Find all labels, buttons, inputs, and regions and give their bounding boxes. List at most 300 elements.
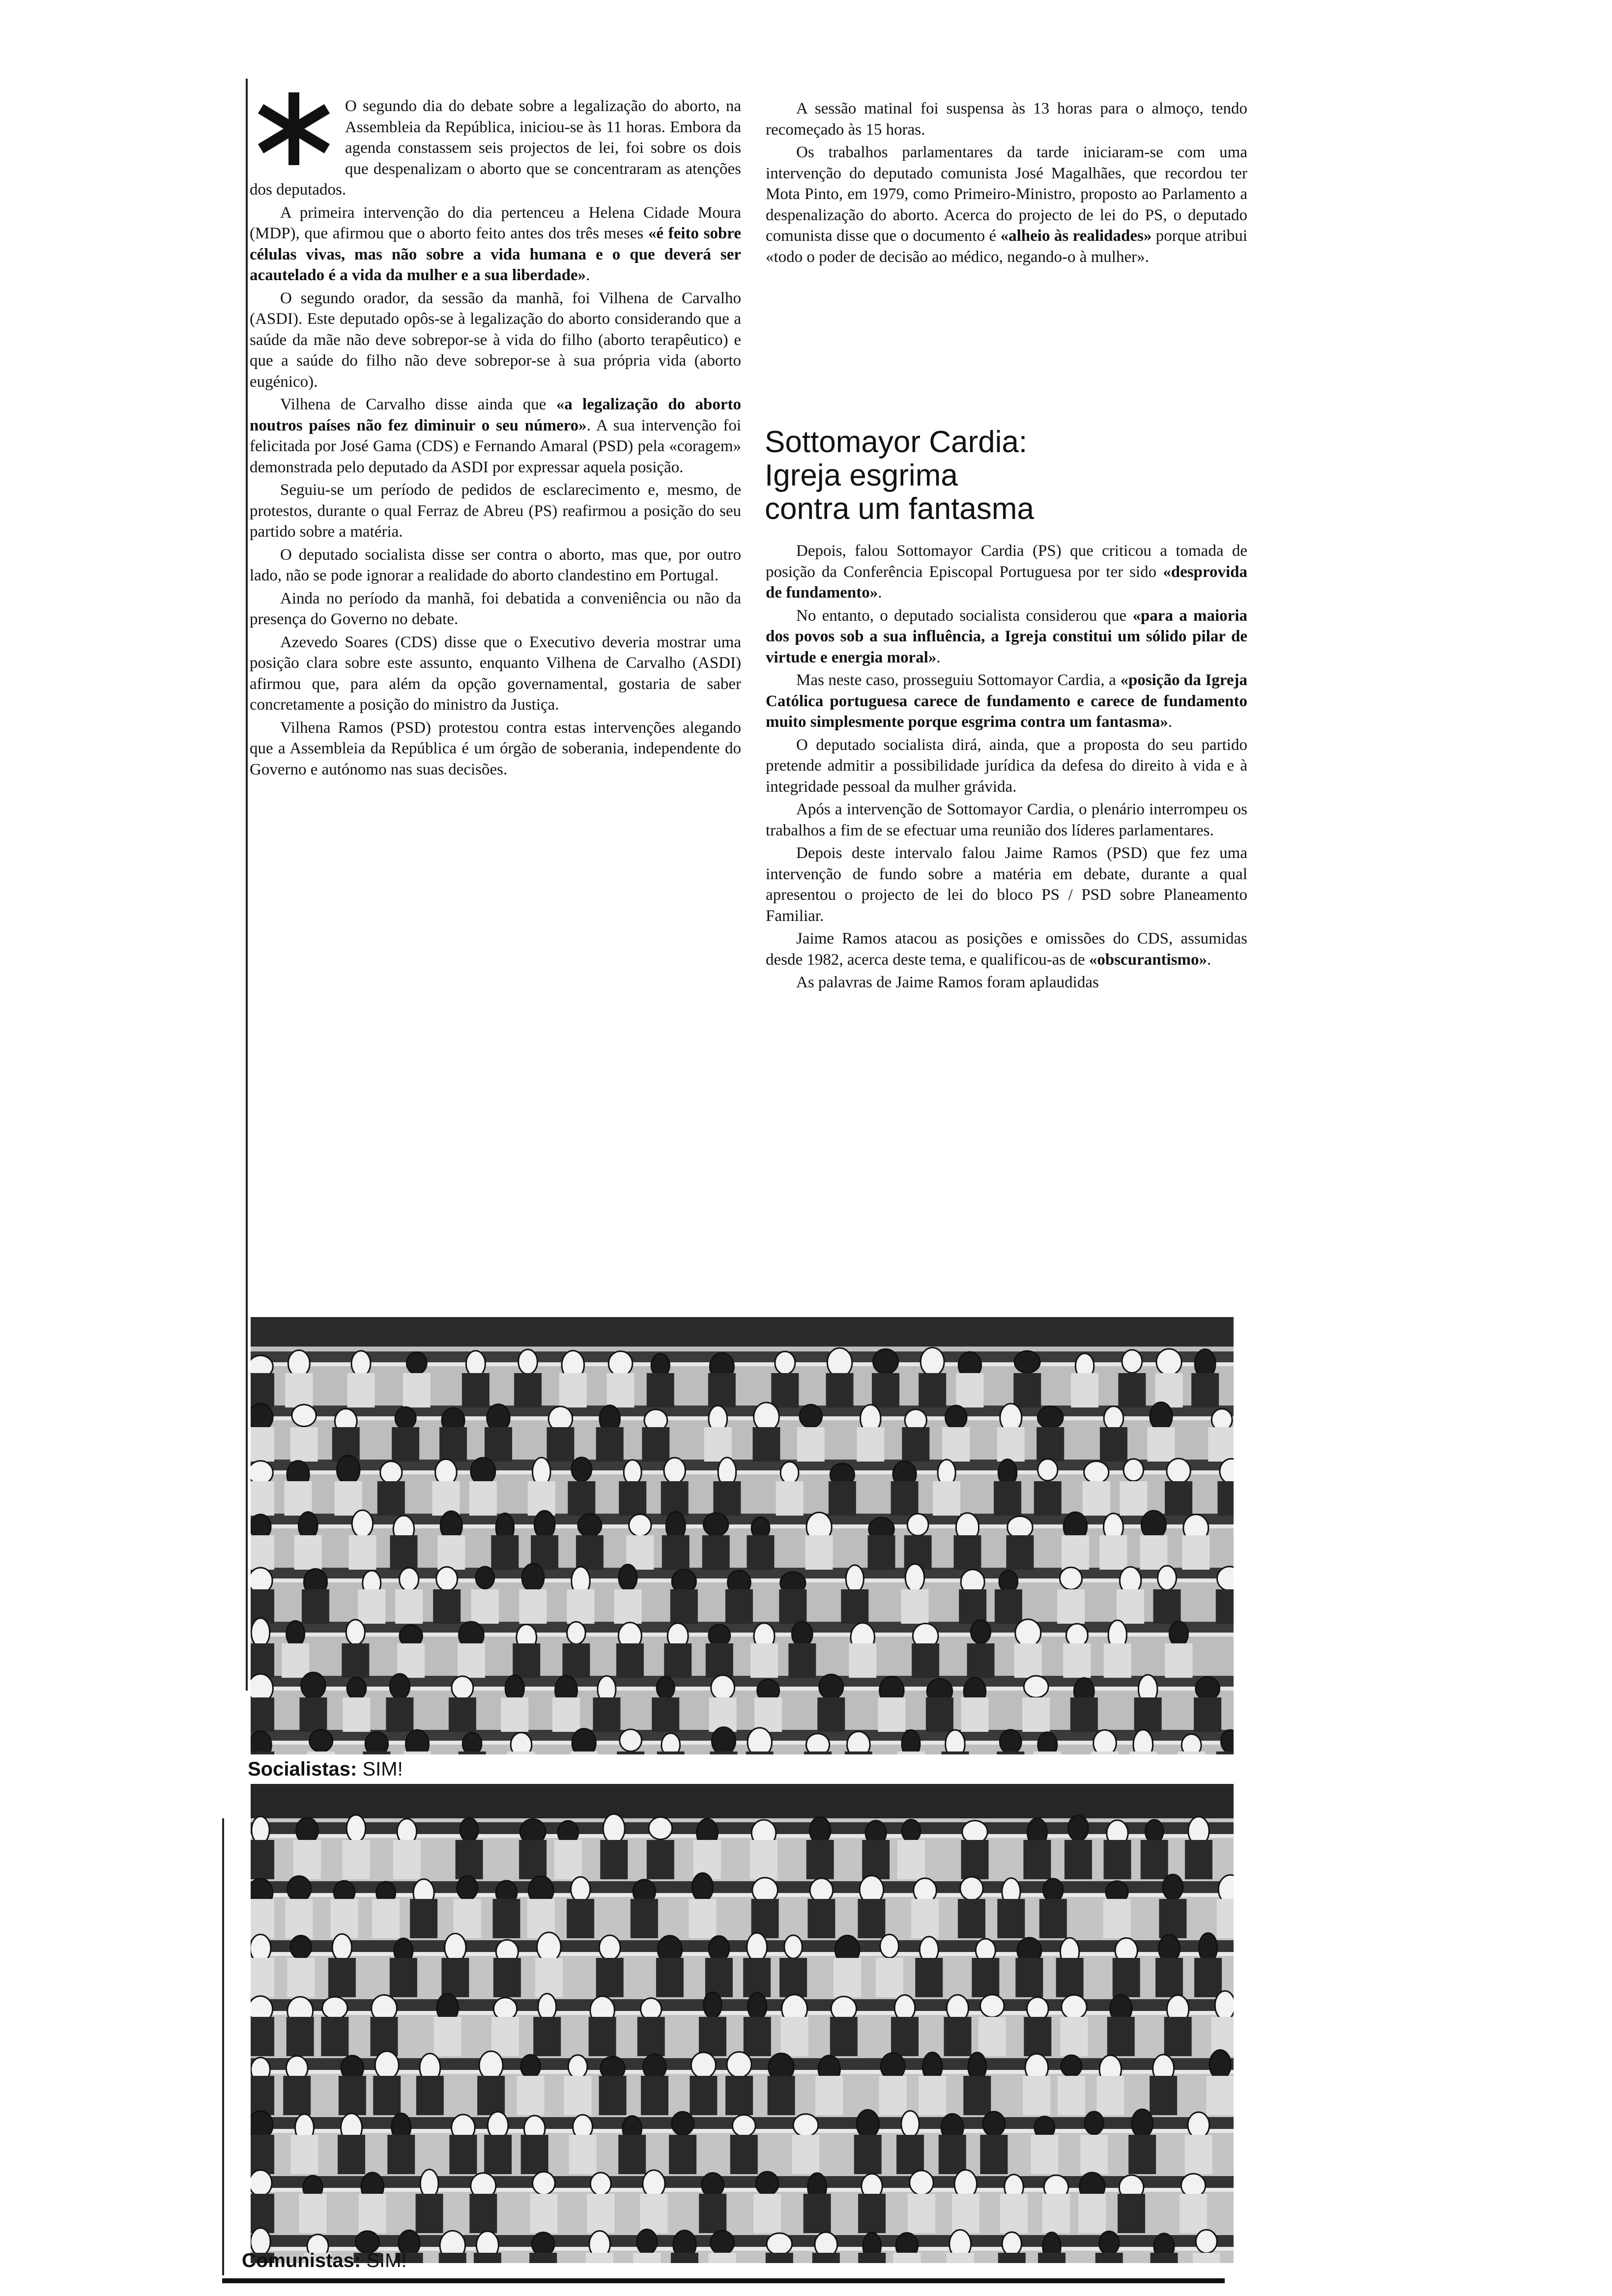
crowd-figure-body (743, 1958, 771, 1997)
crowd-figure-body (647, 1373, 674, 1407)
crowd-figure (921, 1348, 944, 1376)
crowd-figure-body (725, 1589, 753, 1624)
crowd-figure (748, 1993, 767, 2020)
crowd-figure-body (1015, 1958, 1043, 1997)
crowd-figure-body (1150, 2076, 1177, 2115)
crowd-figure-body (554, 1840, 582, 1879)
crowd-figure (880, 1934, 899, 1958)
crowd-figure (460, 1818, 478, 1842)
crowd-figure-body (1096, 2076, 1124, 2115)
crowd-figure (703, 1513, 728, 1536)
crowd-figure-body (1104, 1840, 1131, 1879)
article-paragraph (766, 928, 1247, 970)
crowd-figure-body (492, 1899, 520, 1938)
crowd-figure-body (944, 2017, 971, 2056)
crowd-figure-body (287, 1958, 315, 1997)
crowd-figure (624, 1460, 641, 1485)
crowd-figure-body (972, 1958, 999, 1997)
crowd-figure-body (293, 1840, 321, 1879)
crowd-figure-body (1036, 1427, 1064, 1462)
crowd-figure-body (641, 2076, 668, 2115)
crowd-figure-body (753, 2194, 781, 2233)
crowd-figure (537, 1932, 561, 1962)
crowd-figure-body (1129, 1751, 1157, 1754)
crowd-figure-body (251, 1427, 274, 1462)
crowd-figure-body (403, 1751, 431, 1754)
article-paragraph (250, 588, 741, 630)
crowd-figure-body (633, 2253, 661, 2263)
crowd-figure (572, 1729, 596, 1754)
crowd-figure-body (776, 1481, 804, 1516)
crowd-figure (462, 1733, 482, 1754)
crowd-figure (704, 1992, 722, 2018)
paragraph-text: Ainda no período da manhã, foi debatida a conveniência ou não da presença do Governo no debate. (250, 589, 741, 628)
crowd-figure-body (286, 1899, 313, 1938)
crowd-figure-body (559, 1373, 587, 1407)
crowd-figure (533, 2172, 555, 2195)
crowd-figure-body (469, 2194, 497, 2233)
crowd-figure (1066, 1624, 1088, 1647)
crowd-figure-body (849, 1643, 876, 1678)
crowd-figure-body (338, 2135, 365, 2174)
crowd-figure-body (617, 1751, 644, 1754)
crowd-figure-body (299, 1697, 327, 1732)
crowd-figure-body (469, 1481, 497, 1516)
crowd-figure-body (919, 1373, 946, 1407)
crowd-figure (902, 1730, 920, 1754)
photo-communist-benches (251, 1784, 1234, 2263)
crowd-figure (521, 2055, 541, 2078)
crowd-figure-body (335, 1481, 362, 1516)
crowd-figure-body (876, 1958, 903, 1997)
crowd-figure-body (1194, 1697, 1221, 1732)
crowd-figure-body (493, 1958, 521, 1997)
crowd-figure-body (392, 1427, 419, 1462)
crowd-figure (1094, 1730, 1117, 1754)
crowd-figure (748, 1728, 772, 1754)
crowd-figure-body (781, 2017, 808, 2056)
crowd-figure (571, 1877, 590, 1902)
crowd-figure-body (652, 1697, 679, 1732)
crowd-figure-body (891, 1481, 919, 1516)
crowd-figure (1043, 1879, 1063, 1902)
crowd-figure (810, 1817, 831, 1843)
crowd-figure-body (845, 1751, 872, 1754)
crowd-figure-body (1117, 1589, 1144, 1624)
crowd-figure (251, 1461, 273, 1485)
crowd-figure-body (359, 2194, 386, 2233)
crowd-figure-body (347, 1373, 374, 1407)
crowd-figure (457, 1876, 478, 1900)
crowd-figure (847, 1731, 870, 1754)
crowd-figure (420, 2170, 438, 2198)
crowd-figure-body (725, 2076, 753, 2115)
crowd-figure (819, 1674, 843, 1699)
crowd-figure-body (567, 1589, 595, 1624)
paragraph-text: porque atribui «todo o poder de decisão ao médico, negando-o à mulher». (766, 227, 1247, 266)
crowd-figure-body (689, 1899, 717, 1938)
paragraph-text: Vilhena de Carvalho disse ainda que (280, 396, 556, 413)
crowd-figure (905, 1564, 924, 1592)
crowd-figure-body (552, 1697, 580, 1732)
crowd-figure (406, 1730, 429, 1754)
crowd-figure (603, 1814, 625, 1843)
crowd-figure (767, 2233, 792, 2255)
crowd-figure-body (593, 1697, 620, 1732)
crowd-figure-body (631, 1899, 658, 1938)
crowd-figure (567, 1622, 586, 1644)
caption-answer: SIM! (366, 2250, 407, 2271)
crowd-figure-body (713, 1481, 741, 1516)
crowd-figure (493, 1998, 517, 2020)
paragraph-text: Mas neste caso, prosseguiu Sottomayor Cardia, a (796, 671, 1121, 689)
right-bottom-paragraphs (766, 541, 1247, 993)
crowd-figure-body (390, 1535, 417, 1570)
left-paragraphs (250, 202, 741, 780)
article-paragraph (766, 670, 1247, 733)
crowd-figure-body (1070, 1697, 1098, 1732)
crowd-figure-body (462, 1373, 489, 1407)
crowd-figure-body (709, 2253, 736, 2263)
crowd-figure (756, 2172, 778, 2195)
crowd-figure (1038, 1732, 1057, 1754)
crowd-figure-body (891, 2017, 919, 2056)
article-paragraph (766, 799, 1247, 841)
bottom-rule (222, 2278, 1225, 2283)
crowd-figure-body (647, 1840, 674, 1879)
crowd-figure-body (290, 1427, 318, 1462)
right-top-paragraphs (766, 98, 1247, 267)
crowd-figure (288, 1350, 310, 1377)
crowd-figure (709, 1936, 729, 1961)
article-paragraph (766, 843, 1247, 926)
crowd-figure (1099, 2231, 1119, 2255)
crowd-figure-body (998, 2253, 1026, 2263)
crowd-figure-body (750, 1840, 777, 1879)
crowd-figure (375, 2051, 399, 2079)
emphasis-quote: «a legalização do aborto noutros países não fez diminuir o seu número» (250, 396, 741, 434)
crowd-figure-body (878, 1697, 905, 1732)
crowd-figure (1068, 1815, 1089, 1841)
crowd-figure (702, 2173, 724, 2197)
crowd-figure-body (1057, 1589, 1085, 1624)
crowd-figure (352, 1510, 373, 1537)
crowd-figure-body (961, 1697, 988, 1732)
crowd-figure (1145, 1820, 1163, 1843)
crowd-figure-body (1191, 1373, 1219, 1407)
crowd-figure-body (902, 1427, 929, 1462)
asterisk-icon (250, 92, 338, 166)
crowd-figure (1188, 2112, 1209, 2138)
crowd-figure (775, 1351, 795, 1375)
crowd-figure-body (1056, 1958, 1084, 1997)
crowd-figure (599, 1935, 620, 1960)
crowd-figure (471, 1458, 495, 1485)
section-headline (765, 426, 1246, 526)
crowd-figure-body (439, 2253, 466, 2263)
crowd-figure (780, 1462, 799, 1484)
article-paragraph (250, 480, 741, 543)
crowd-figure (620, 1729, 642, 1751)
crowd-figure-body (958, 1899, 985, 1938)
crowd-figure-body (858, 2253, 886, 2263)
crowd-figure-body (657, 1751, 685, 1754)
crowd-figure-body (1134, 1697, 1162, 1732)
article-paragraph (250, 632, 741, 716)
crowd-figure-body (815, 2076, 843, 2115)
crowd-figure (907, 1514, 928, 1536)
crowd-figure-body (656, 1958, 684, 1997)
crowd-figure (1150, 1402, 1172, 1430)
crowd-figure-body (912, 1643, 939, 1678)
crowd-figure (649, 1817, 672, 1839)
crowd-figure-body (1034, 1481, 1062, 1516)
crowd-figure (1167, 1459, 1190, 1484)
crowd-figure-body (403, 1373, 431, 1407)
crowd-figure-body (562, 1643, 590, 1678)
paragraph-text: As palavras de Jaime Ramos foram aplaudidas (796, 974, 1099, 991)
crowd-figure-body (1217, 1481, 1234, 1516)
crowd-figure-body (1062, 1535, 1089, 1570)
crowd-figure-body (1128, 2135, 1156, 2174)
crowd-figure-body (251, 1643, 274, 1678)
crowd-figure-body (599, 2076, 627, 2115)
crowd-figure (1008, 1516, 1033, 1538)
crowd-figure (608, 1351, 633, 1376)
crowd-figure (1156, 1349, 1181, 1375)
crowd-figure-body (434, 2017, 461, 2056)
crowd-figure-body (1159, 1899, 1186, 1938)
crowd-figure-body (939, 2135, 966, 2174)
crowd-figure (1221, 1730, 1234, 1752)
crowd-figure-body (390, 1958, 417, 1997)
crowd-figure-body (979, 2017, 1006, 2056)
paragraph-text: A sessão matinal foi suspensa às 13 horas para o almoço, tendo recomeçado às 15 horas. (766, 100, 1247, 139)
crowd-figure-body (746, 1751, 774, 1754)
crowd-figure-body (568, 1481, 595, 1516)
crowd-figure-body (710, 1751, 737, 1754)
crowd-figure (806, 1734, 829, 1754)
crowd-figure-body (804, 2194, 831, 2233)
emphasis-quote: «para a maioria dos povos sob a sua influência, a Igreja constitui um sólido pilar de virtude e energia moral» (766, 606, 1247, 666)
crowd-figure-body (576, 1535, 604, 1570)
crowd-figure-body (439, 1427, 467, 1462)
crowd-figure-body (386, 1697, 413, 1732)
crowd-figure-body (872, 1373, 899, 1407)
crowd-figure-body (752, 1427, 780, 1462)
crowd-figure-body (330, 1899, 358, 1938)
crowd-figure-body (806, 1840, 834, 1879)
crowd-figure-body (596, 1427, 624, 1462)
crowd-figure-body (373, 2076, 401, 2115)
crowd-figure (1038, 1459, 1058, 1481)
crowd-figure-body (1024, 2017, 1051, 2056)
crowd-figure-body (858, 1899, 885, 1938)
crowd-figure-body (664, 1643, 691, 1678)
crowd-figure-body (285, 1373, 313, 1407)
paragraph-text: Os trabalhos parlamentares da tarde iniciaram-se com uma intervenção do deputado comunista José Magalhães, que recordou ter Mota Pinto, em 1979, como Primeiro-Ministro, proposto ao Parlamento a despenalização do aborto. Acerca do projecto de lei do PS, o deputado comunista disse que o documento é (766, 144, 1247, 245)
lead-paragraph: O segundo dia do debate sobre a legalização do aborto, na Assembleia da República, iniciou-se às 11 horas. Embora da agenda constassem seis projectos de lei, foi sobre os dois que despenalizam o aborto que se concentraram as atenções dos deputados. (250, 97, 741, 199)
crowd-figure-body (449, 1697, 476, 1732)
crowd-figure (351, 1351, 371, 1377)
photo-socialist-benches (251, 1317, 1234, 1754)
crowd-figure-body (491, 2017, 519, 2056)
crowd-figure-body (926, 1697, 953, 1732)
crowd-figure-body (867, 1535, 895, 1570)
paragraph-text: O deputado socialista disse ser contra o aborto, mas que, por outro lado, não se pode ignorar a realidade do aborto clandestino em Portugal. (250, 545, 741, 584)
crowd-figure (534, 1511, 554, 1539)
crowd-figure-body (547, 1427, 574, 1462)
crowd-figure (1061, 2055, 1082, 2077)
crowd-figure-body (1095, 2253, 1123, 2263)
crowd-figure (873, 1349, 898, 1374)
crowd-figure-body (901, 1589, 928, 1624)
crowd-figure-body (797, 1427, 825, 1462)
crowd-figure-body (699, 2017, 726, 2056)
crowd-figure (672, 2112, 694, 2135)
crowd-figure (691, 2052, 716, 2078)
crowd-figure (287, 1621, 305, 1646)
crowd-figure-body (619, 1481, 646, 1516)
crowd-figure (754, 1403, 779, 1432)
crowd-figure (298, 1512, 317, 1540)
crowd-figure (292, 1405, 316, 1427)
crowd-figure-body (343, 1697, 370, 1732)
crowd-figure-body (1058, 2076, 1085, 2115)
crowd-figure (406, 1352, 427, 1374)
crowd-figure-body (471, 1589, 499, 1624)
crowd-figure (1141, 1511, 1166, 1539)
crowd-figure-body (432, 1481, 460, 1516)
crowd-figure-body (521, 2135, 548, 2174)
crowd-figure-body (947, 2253, 974, 2263)
crowd-figure-body (1151, 2253, 1178, 2263)
emphasis-quote: «desprovida de fundamento» (766, 563, 1247, 602)
crowd-figure (692, 1873, 713, 1901)
crowd-figure-body (997, 1751, 1024, 1754)
crowd-figure-body (1207, 2076, 1234, 2115)
crowd-figure-body (963, 2076, 991, 2115)
crowd-figure (365, 1732, 388, 1754)
crowd-figure-body (1013, 1373, 1041, 1407)
crowd-figure-body (804, 1751, 832, 1754)
crowd-figure-body (459, 1751, 486, 1754)
crowd-figure-body (533, 2017, 561, 2056)
paragraph-text: . (878, 584, 882, 602)
crowd-figure-body (1140, 1535, 1167, 1570)
caption-group: Socialistas: (248, 1758, 357, 1780)
crowd-figure (664, 1458, 686, 1483)
crowd-figure-body (416, 2076, 444, 2115)
crowd-figure-body (395, 1589, 423, 1624)
crowd-figure-body (339, 2076, 366, 2115)
crowd-figure (1014, 1351, 1040, 1373)
crowd-figure (662, 1733, 680, 1754)
crowd-figure-body (779, 1589, 806, 1624)
crowd-figure (1196, 1677, 1220, 1700)
crowd-figure-body (893, 2253, 921, 2263)
crowd-figure-body (251, 2076, 274, 2115)
crowd-figure (511, 1733, 532, 1754)
crowd-figure (910, 2171, 933, 2195)
crowd-figure-body (1194, 1958, 1222, 1997)
crowd-figure (395, 1407, 416, 1429)
photo-caption-socialists (248, 1758, 403, 1780)
crowd-figure-body (302, 1589, 329, 1624)
crowd-figure-body (600, 1840, 628, 1879)
paragraph-text: . (1207, 950, 1211, 969)
crowd-figure-body (251, 1751, 274, 1754)
crowd-figure-body (897, 1751, 924, 1754)
crowd-figure-body (1141, 1840, 1168, 1879)
crowd-figure-body (997, 1899, 1025, 1938)
crowd-figure-body (807, 1899, 835, 1938)
crowd-figure (445, 1933, 466, 1961)
article-paragraph (766, 735, 1247, 798)
crowd-figure-body (372, 1899, 400, 1938)
crowd-figure-body (1118, 2194, 1145, 2233)
crowd-figure-body (1099, 1535, 1127, 1570)
crowd-figure-body (771, 1373, 799, 1407)
crowd-figure (380, 1461, 402, 1483)
crowd-figure-body (862, 1840, 890, 1879)
crowd-figure-body (456, 1840, 483, 1879)
photo-caption-communists (242, 2250, 407, 2272)
crowd-figure (1024, 1676, 1048, 1697)
crowd-figure-body (1100, 1427, 1127, 1462)
crowd-figure (711, 2231, 734, 2254)
crowd-figure (251, 1731, 271, 1754)
crowd-figure (252, 1816, 269, 1843)
crowd-figure-body (616, 1643, 644, 1678)
article-paragraph (250, 202, 741, 286)
crowd-figure (792, 1622, 812, 1647)
crowd-figure-body (458, 1643, 485, 1678)
crowd-figure-body (908, 2194, 935, 2233)
crowd-figure (296, 1818, 318, 1844)
lead-block (250, 96, 741, 201)
crowd-figure-body (307, 1751, 335, 1754)
crowd-figure (301, 1672, 325, 1699)
crowd-figure (846, 1565, 864, 1593)
crowd-figure-body (1182, 1535, 1209, 1570)
crowd-figure-body (1216, 1589, 1234, 1624)
article-paragraph (766, 142, 1247, 267)
crowd-figure-body (410, 1899, 437, 1938)
crowd-figure-body (1023, 1840, 1051, 1879)
crowd-figure-body (371, 2017, 398, 2056)
crowd-figure (1104, 1406, 1123, 1430)
crowd-figure-body (299, 2194, 326, 2233)
crowd-figure (902, 1820, 921, 1842)
crowd-figure-body (702, 1535, 730, 1570)
crowd-figure (332, 1934, 352, 1961)
crowd-figure-body (485, 1427, 512, 1462)
crowd-figure-body (321, 2017, 348, 2056)
crowd-figure-body (1164, 2017, 1192, 2056)
crowd-figure-body (416, 2194, 443, 2233)
crowd-figure-body (614, 1589, 642, 1624)
crowd-figure (1158, 1566, 1177, 1590)
crowd-figure-body (754, 1697, 782, 1732)
crowd-figure-body (513, 1643, 540, 1678)
crowd-figure-body (342, 1643, 369, 1678)
crowd-figure (578, 1514, 602, 1537)
crowd-figure-body (1014, 1643, 1042, 1678)
crowd-figure-body (1071, 1373, 1098, 1407)
crowd-figure-body (517, 2076, 545, 2115)
crowd-figure (436, 1567, 458, 1591)
